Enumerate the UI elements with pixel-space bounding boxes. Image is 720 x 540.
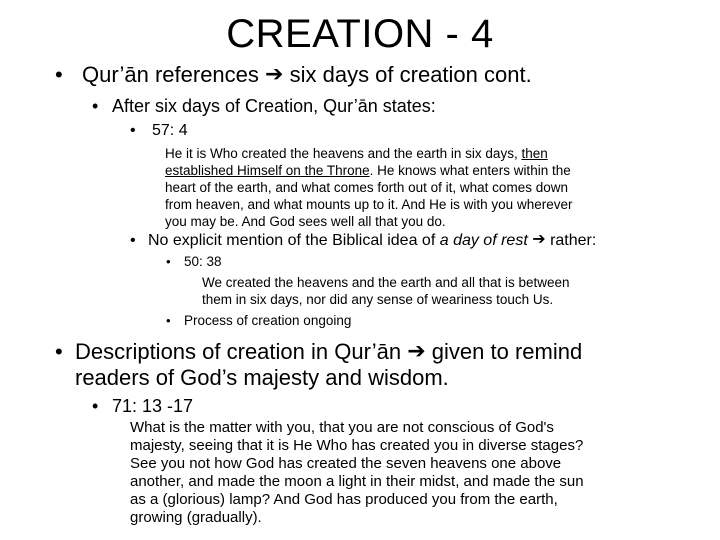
right-arrow-icon: ➔ — [265, 61, 284, 86]
quote-line: We created the heavens and the earth and all that is between — [202, 275, 570, 290]
quote-text: . He knows what enters within the — [369, 163, 571, 178]
quote-line: See you not how God has created the seven heavens one above — [130, 455, 562, 472]
quote-50-38 — [202, 275, 570, 308]
point-descriptions-of-creation — [75, 339, 582, 391]
quote-underlined: then — [521, 146, 548, 161]
point-text: given to remind — [431, 339, 583, 364]
reference-71-13-17: 71: 13 -17 — [112, 396, 194, 416]
quote-57-4 — [165, 145, 572, 230]
point-no-day-of-rest — [148, 231, 596, 251]
point-process-ongoing: Process of creation ongoing — [184, 313, 352, 328]
bullet-l2: • — [92, 396, 99, 416]
quote-line: as a (glorious) lamp? And God has produced you from the earth, — [130, 491, 558, 508]
point-text: No explicit mention of the Biblical idea of — [148, 232, 440, 249]
quote-line: What is the matter with you, that you are not conscious of God's — [130, 419, 554, 436]
point-text: Descriptions of creation in Qur’ān — [75, 339, 402, 364]
bullet-l2: • — [92, 96, 99, 116]
quote-line — [165, 162, 572, 179]
point-text: Qur’ān references — [82, 62, 259, 87]
point-quran-references — [82, 62, 532, 88]
quote-line: growing (gradually). — [130, 509, 262, 526]
reference-57-4: 57: 4 — [152, 122, 188, 139]
point-line — [75, 339, 582, 365]
quote-line: them in six days, nor did any sense of weariness touch Us. — [202, 291, 554, 307]
point-italic: a day of rest — [439, 232, 528, 249]
point-line: readers of God’s majesty and wisdom. — [75, 365, 449, 390]
bullet-l1: • — [55, 339, 63, 364]
point-after-six-days: After six days of Creation, Qur’ān states: — [112, 96, 436, 116]
right-arrow-icon: ➔ — [407, 338, 426, 363]
bullet-l4: • — [166, 254, 171, 269]
slide-title: CREATION - 4 — [226, 12, 494, 56]
quote-line: heart of the earth, and what comes forth out of it, what comes down — [165, 180, 568, 195]
bullet-l1: • — [55, 62, 63, 87]
quote-line: you may be. And God sees well all that you do. — [165, 214, 446, 229]
quote-text: He it is Who created the heavens and the earth in six days, — [165, 146, 522, 161]
right-arrow-icon: ➔ — [532, 231, 546, 248]
point-text: six days of creation cont. — [289, 62, 532, 87]
reference-50-38: 50: 38 — [184, 254, 222, 269]
bullet-l3: • — [130, 232, 136, 249]
point-text: rather: — [550, 232, 597, 249]
quote-line: majesty, seeing that it is He Who has created you in diverse stages? — [130, 437, 584, 454]
quote-71-13-17 — [130, 419, 584, 527]
quote-line: another, and made the moon a light in their midst, and made the sun — [130, 473, 584, 490]
bullet-l3: • — [130, 122, 136, 139]
bullet-l4: • — [166, 313, 171, 328]
quote-line — [165, 145, 572, 162]
quote-line: from heaven, and what mounts up to it. And He is with you wherever — [165, 197, 573, 212]
quote-underlined: established Himself on the Throne — [165, 163, 370, 178]
